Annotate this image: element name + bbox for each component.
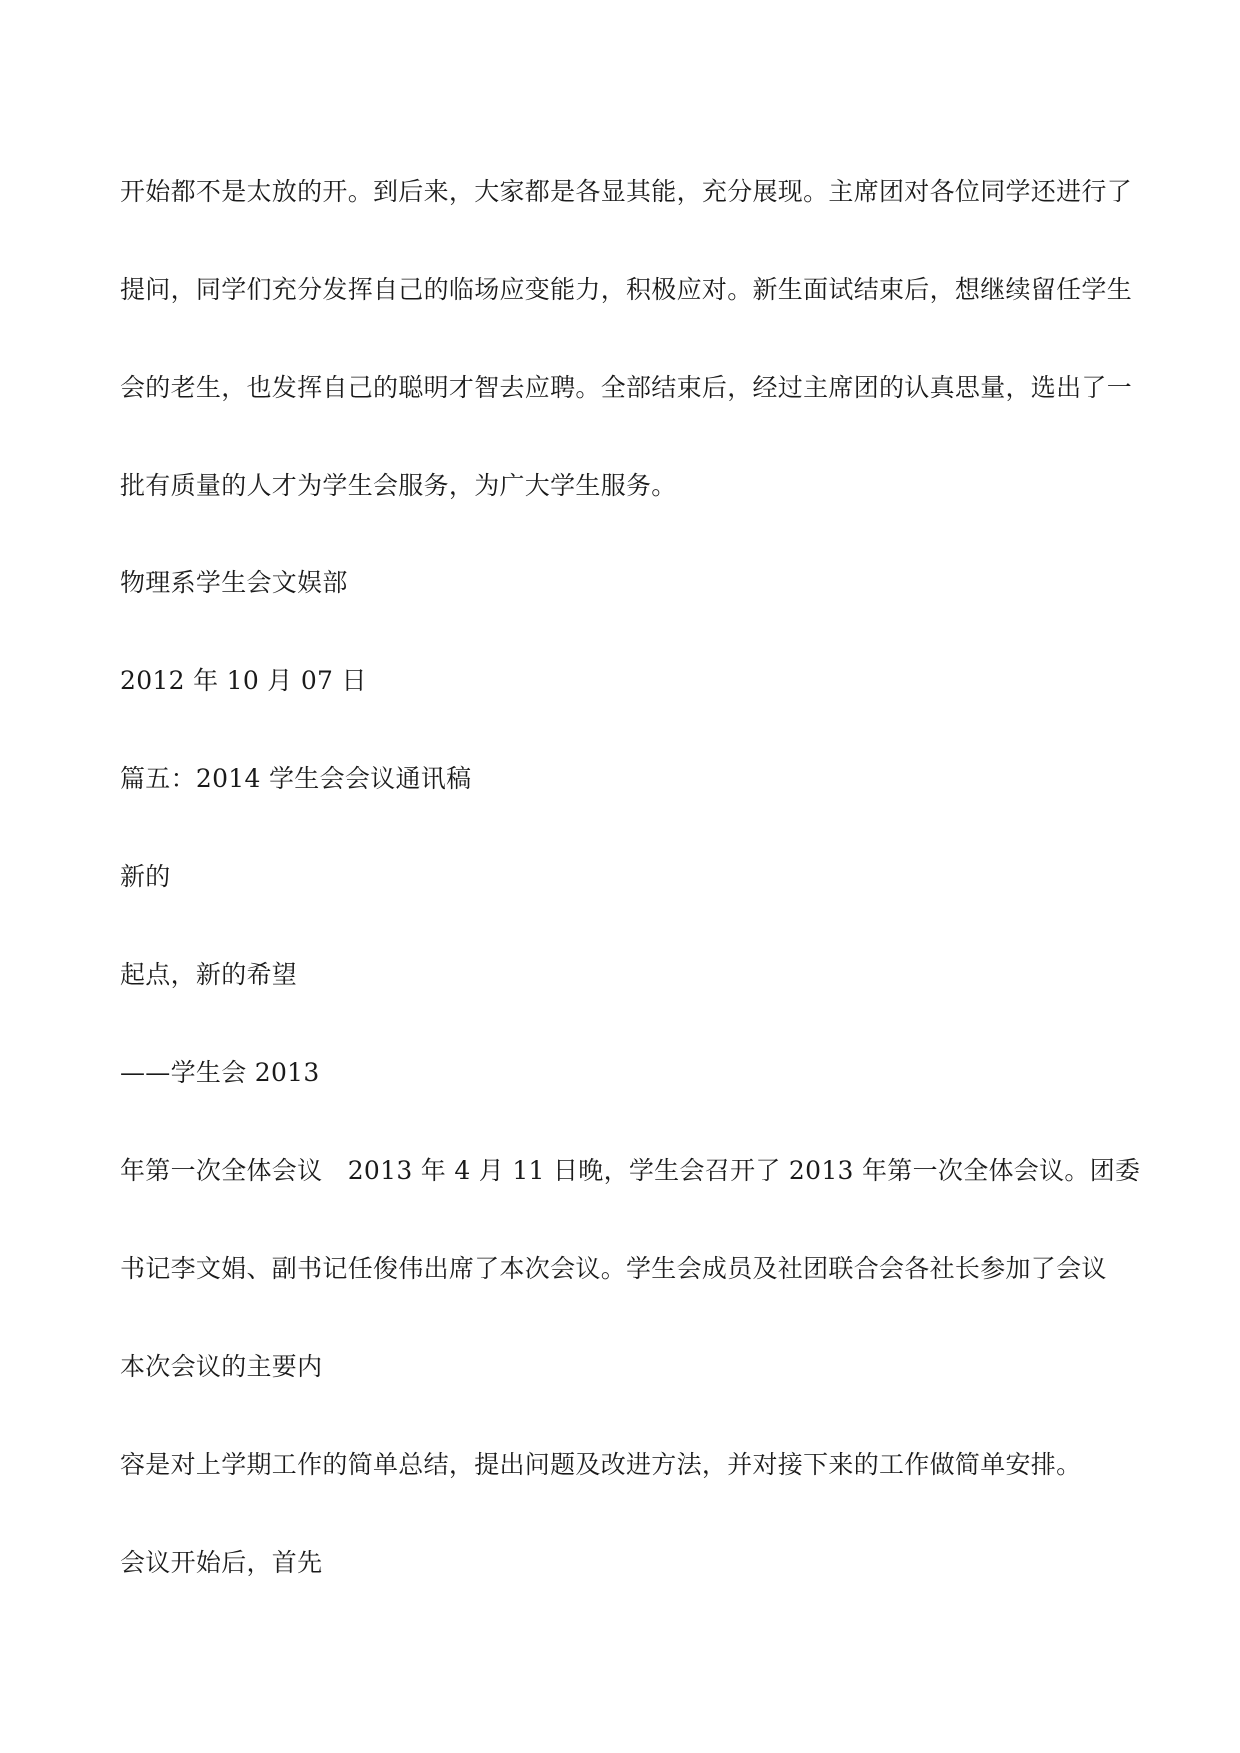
paragraph-line: ——学生会 2013: [120, 1058, 320, 1087]
paragraph-line: 年第一次全体会议 2013 年 4 月 11 日晚，学生会召开了 2013 年第一次全体会议。团委: [120, 1156, 1141, 1185]
paragraph-line: 批有质量的人才为学生会服务，为广大学生服务。: [120, 471, 677, 500]
paragraph-line: 容是对上学期工作的简单总结，提出问题及改进方法，并对接下来的工作做简单安排。: [120, 1450, 1082, 1479]
paragraph-line: 会的老生，也发挥自己的聪明才智去应聘。全部结束后，经过主席团的认真思量，选出了一: [120, 373, 1133, 402]
paragraph-line: 新的: [120, 862, 171, 891]
paragraph-line: 书记李文娟、副书记任俊伟出席了本次会议。学生会成员及社团联合会各社长参加了会议: [120, 1254, 1107, 1283]
signature-department: 物理系学生会文娱部: [120, 568, 348, 597]
paragraph-line: 会议开始后，首先: [120, 1548, 323, 1577]
section-heading: 篇五：2014 学生会会议通讯稿: [120, 764, 472, 793]
signature-date: 2012 年 10 月 07 日: [120, 666, 367, 695]
paragraph-line: 开始都不是太放的开。到后来，大家都是各显其能，充分展现。主席团对各位同学还进行了: [120, 177, 1133, 206]
paragraph-line: 本次会议的主要内: [120, 1352, 323, 1381]
paragraph-line: 提问，同学们充分发挥自己的临场应变能力，积极应对。新生面试结束后，想继续留任学生: [120, 275, 1133, 304]
paragraph-line: 起点，新的希望: [120, 960, 298, 989]
